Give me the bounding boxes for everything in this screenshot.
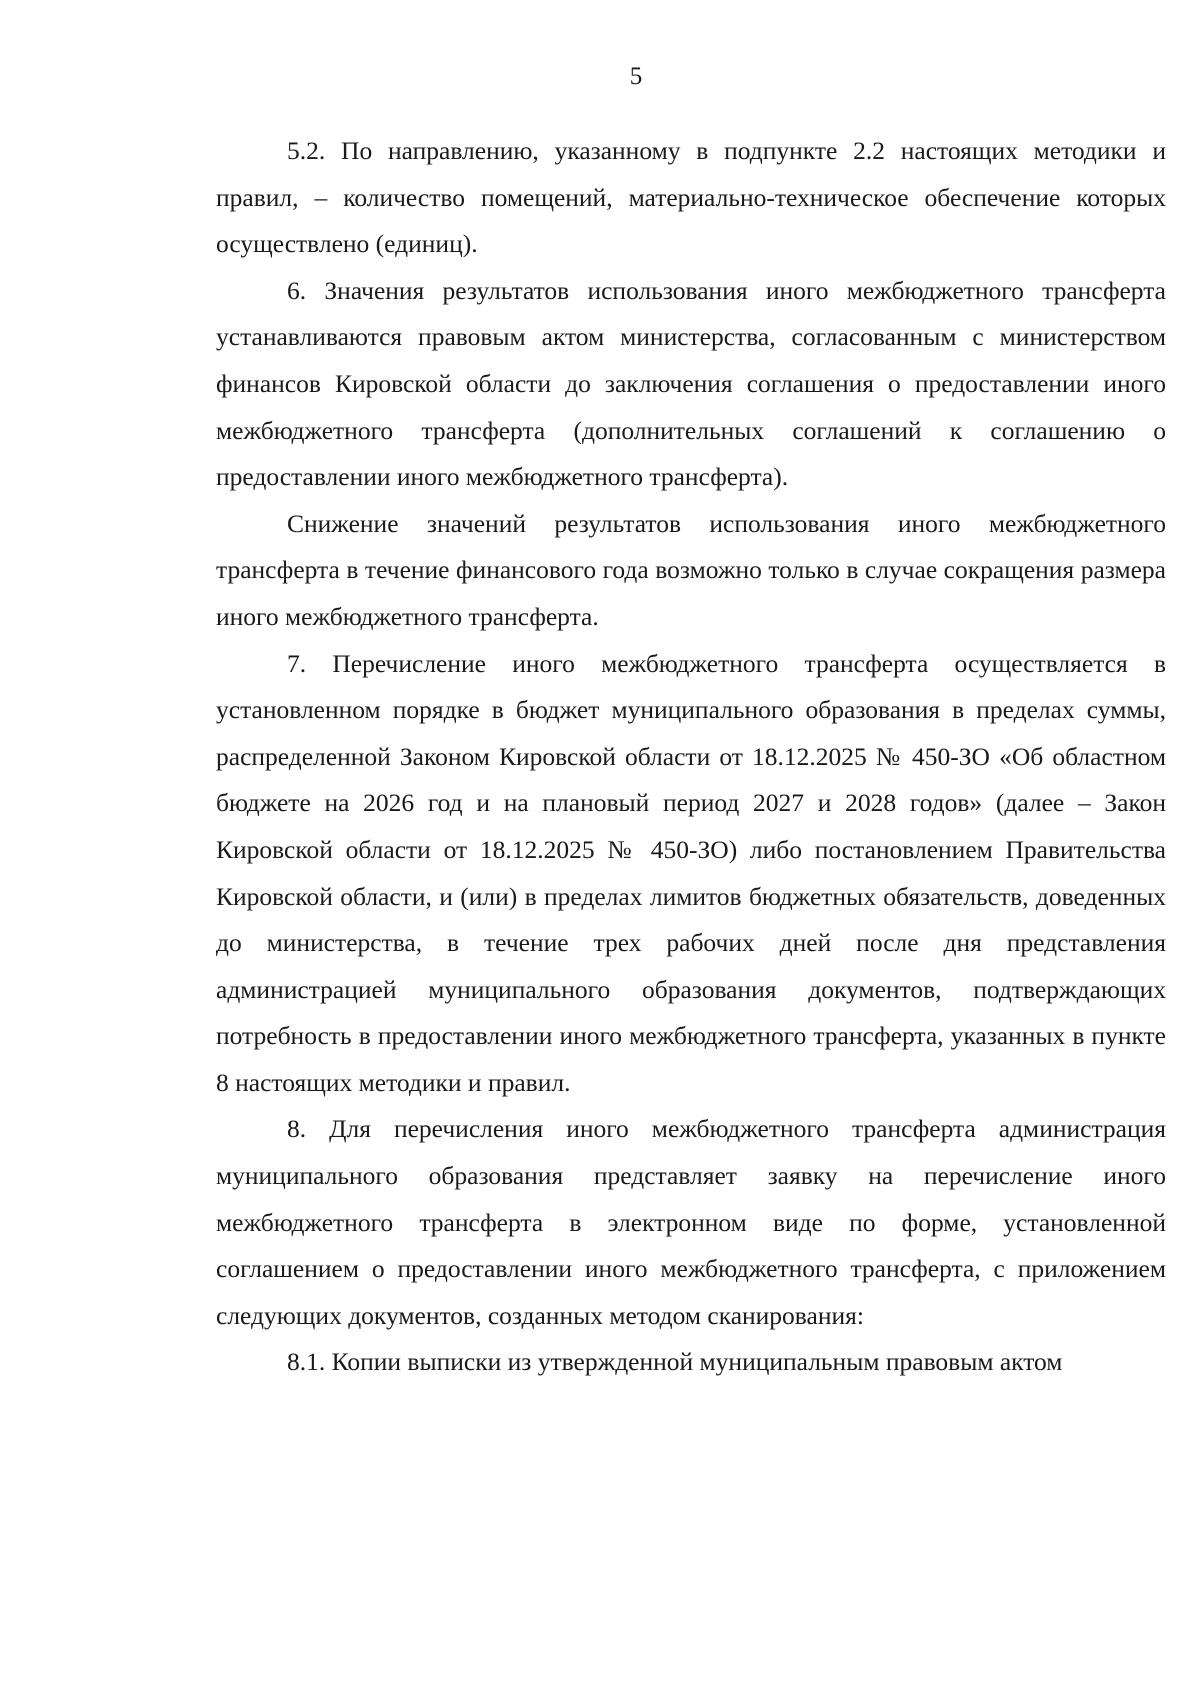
document-body [216, 128, 1166, 1386]
paragraph-6-reduction: Снижение значений результатов использования иного межбюджетного трансферта в течение финансового года возможно только в случае сокращения размера иного межбюджетного трансферта. [216, 508, 1166, 631]
paragraph-6: 6. Значения результатов использования иного межбюджетного трансферта устанавливаются правовым актом министерства, согласованным с министерством финансов Кировской области до заключения соглашения о предоставлении иного межбюджетного трансферта (дополнительных соглашений к соглашению о предоставлении иного межбюджетного трансферта). [216, 275, 1166, 492]
page-number: 5 [629, 63, 643, 90]
paragraph-8: 8. Для перечисления иного межбюджетного трансферта администрация муниципального образования представляет заявку на перечисление иного межбюджетного трансферта в электронном виде по форме, установленной соглашением о предоставлении иного межбюджетного трансферта, с приложением следующих документов, созданных методом сканирования: [216, 1114, 1166, 1330]
paragraph-7: 7. Перечисление иного межбюджетного трансферта осуществляется в установленном порядке в бюджет муниципального образования в пределах суммы, распределенной Законом Кировской области от 18.12.2025 № 450-ЗО «Об областном бюджете на 2026 год и на плановый период 2027 и 2028 годов» (далее – Закон Кировской области от 18.12.2025 № 450-ЗО) либо постановлением Правительства Кировской области, и (или) в пределах лимитов бюджетных обязательств, доведенных до министерства, в течение трех рабочих дней после дня представления администрацией муниципального образования документов, подтверждающих потребность в предоставлении иного межбюджетного трансферта, указанных в пункте 8 настоящих методики и правил. [216, 648, 1166, 1097]
paragraph-8-1: 8.1. Копии выписки из утвержденной муниципальным правовым актом [287, 1347, 1063, 1377]
paragraph-5-2: 5.2. По направлению, указанному в подпункте 2.2 настоящих методики и правил, – количество помещений, материально-техническое обеспечение которых осуществлено (единиц). [216, 136, 1166, 259]
